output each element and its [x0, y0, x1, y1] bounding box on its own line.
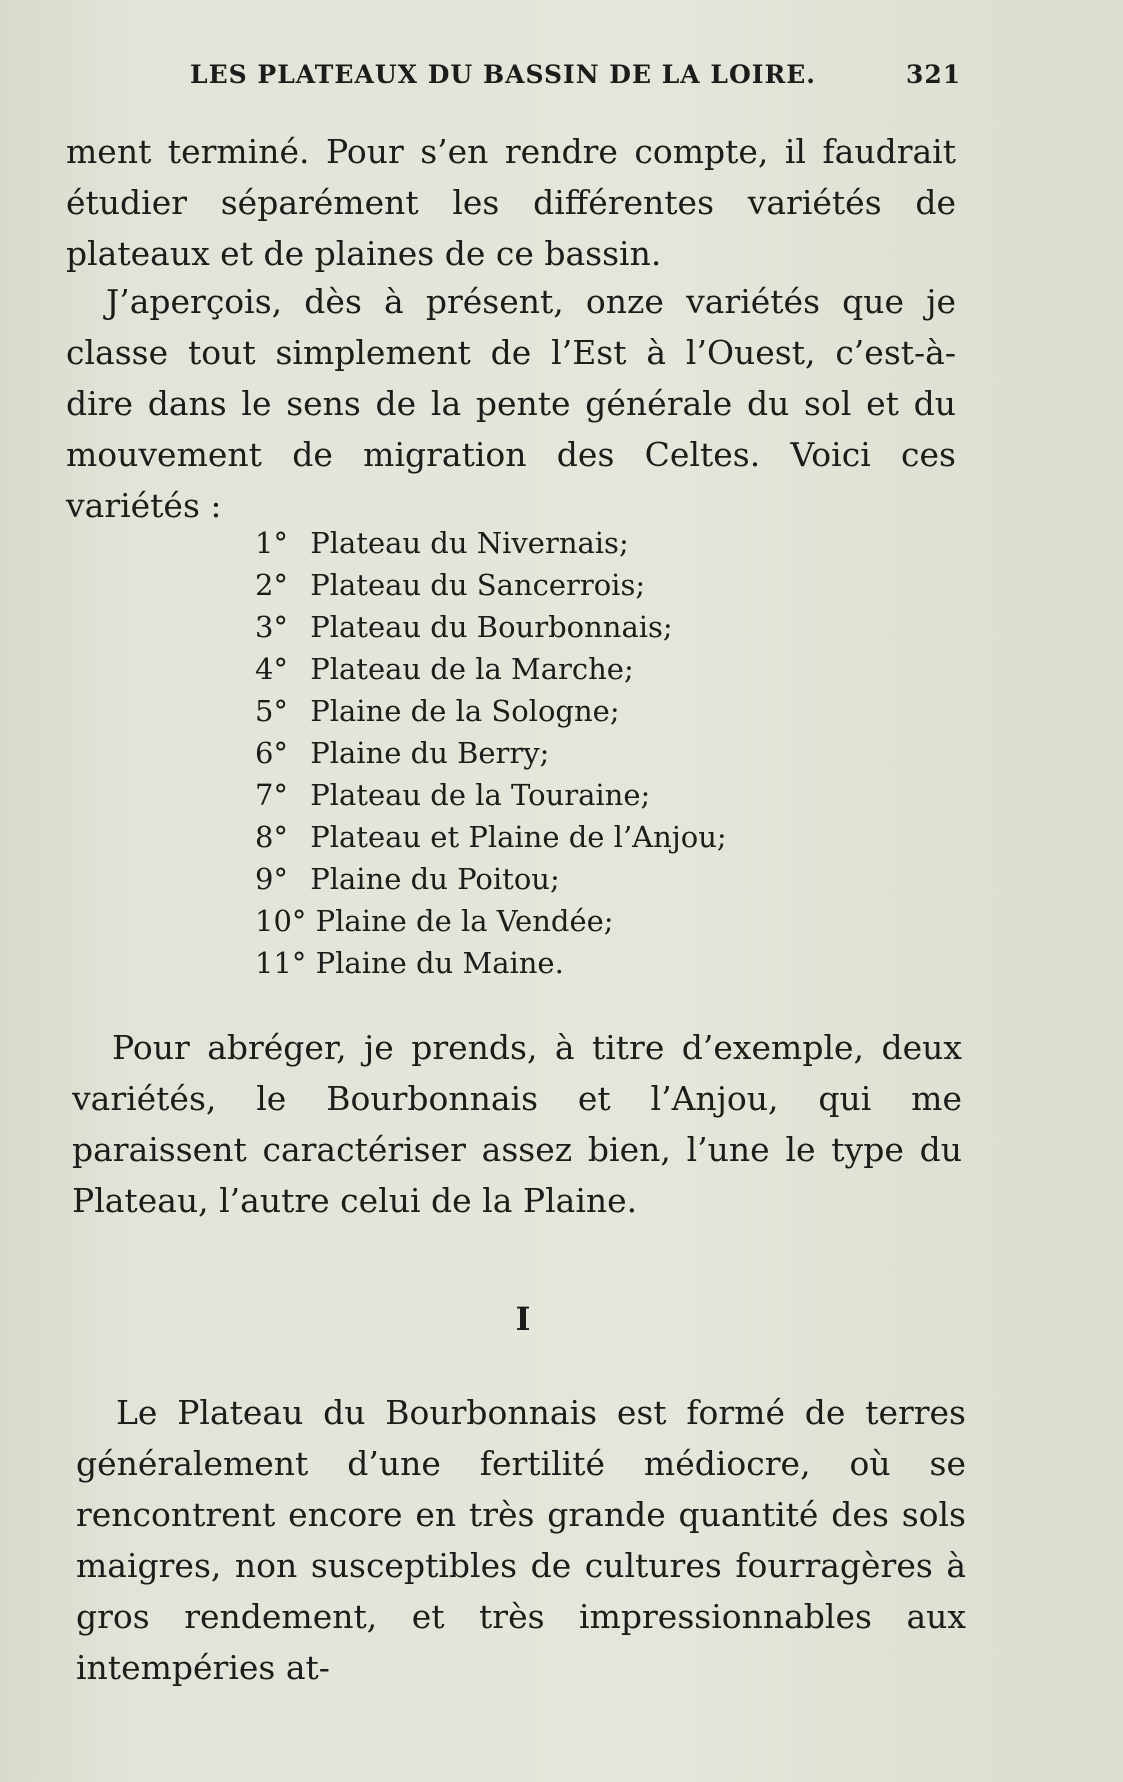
- list-item: [255, 690, 727, 732]
- list-item: [255, 732, 727, 774]
- section-numeral: I: [515, 1300, 531, 1338]
- list-item-text: Plaine du Maine.: [315, 946, 564, 980]
- list-item-number: 1°: [255, 526, 288, 560]
- list-item-number: 3°: [255, 610, 288, 644]
- list-item-text: Plateau du Nivernais;: [310, 526, 629, 560]
- paragraph-varieties-intro: J’aperçois, dès à présent, onze variétés que je classe tout simplement de l’Est à l’Ouest, c’est-à-dire dans le sens de la pente générale du sol et du mouvement de migration des Celtes. Voici ces variétés :: [66, 282, 956, 525]
- paragraph-continuation: ment terminé. Pour s’en rendre compte, il faudrait étudier séparément les différentes variétés de plateaux et de plaines de ce bassin.: [66, 132, 956, 273]
- list-item: [255, 900, 727, 942]
- list-item-number: 8°: [255, 820, 288, 854]
- list-item-text: Plaine du Poitou;: [310, 862, 560, 896]
- list-item: [255, 564, 727, 606]
- list-item-text: Plateau du Bourbonnais;: [310, 610, 673, 644]
- list-item-text: Plateau de la Marche;: [310, 652, 634, 686]
- list-item: [255, 774, 727, 816]
- list-item-text: Plaine du Berry;: [310, 736, 550, 770]
- list-item-text: Plateau et Plaine de l’Anjou;: [310, 820, 727, 854]
- list-item-number: 2°: [255, 568, 288, 602]
- list-item-number: 9°: [255, 862, 288, 896]
- paragraph-example: Pour abréger, je prends, à titre d’exemple, deux variétés, le Bourbonnais et l’Anjou, qui me paraissent caractériser assez bien, l’une le type du Plateau, l’autre celui de la Plaine.: [72, 1028, 962, 1220]
- list-item-number: 6°: [255, 736, 288, 770]
- list-item: [255, 942, 727, 984]
- list-item: [255, 522, 727, 564]
- list-item-text: Plateau de la Touraine;: [310, 778, 651, 812]
- list-item: [255, 816, 727, 858]
- list-item-number: 4°: [255, 652, 288, 686]
- list-item-number: 11°: [255, 946, 307, 980]
- list-item-number: 7°: [255, 778, 288, 812]
- paragraph-bourbonnais: Le Plateau du Bourbonnais est formé de terres généralement d’une fertilité médiocre, où se rencontrent encore en très grande quantité des sols maigres, non susceptibles de cultures fourragères à gros rendement, et très impressionnables aux intempéries at-: [76, 1393, 966, 1687]
- running-title: LES PLATEAUX DU BASSIN DE LA LOIRE.: [190, 60, 816, 89]
- list-item-number: 10°: [255, 904, 307, 938]
- list-item: [255, 606, 727, 648]
- list-item-text: Plateau du Sancerrois;: [310, 568, 646, 602]
- list-item: [255, 648, 727, 690]
- varieties-list: [255, 522, 727, 984]
- list-item-text: Plaine de la Sologne;: [310, 694, 620, 728]
- list-item: [255, 858, 727, 900]
- page-number: 321: [906, 60, 962, 89]
- list-item-number: 5°: [255, 694, 288, 728]
- list-item-text: Plaine de la Vendée;: [315, 904, 614, 938]
